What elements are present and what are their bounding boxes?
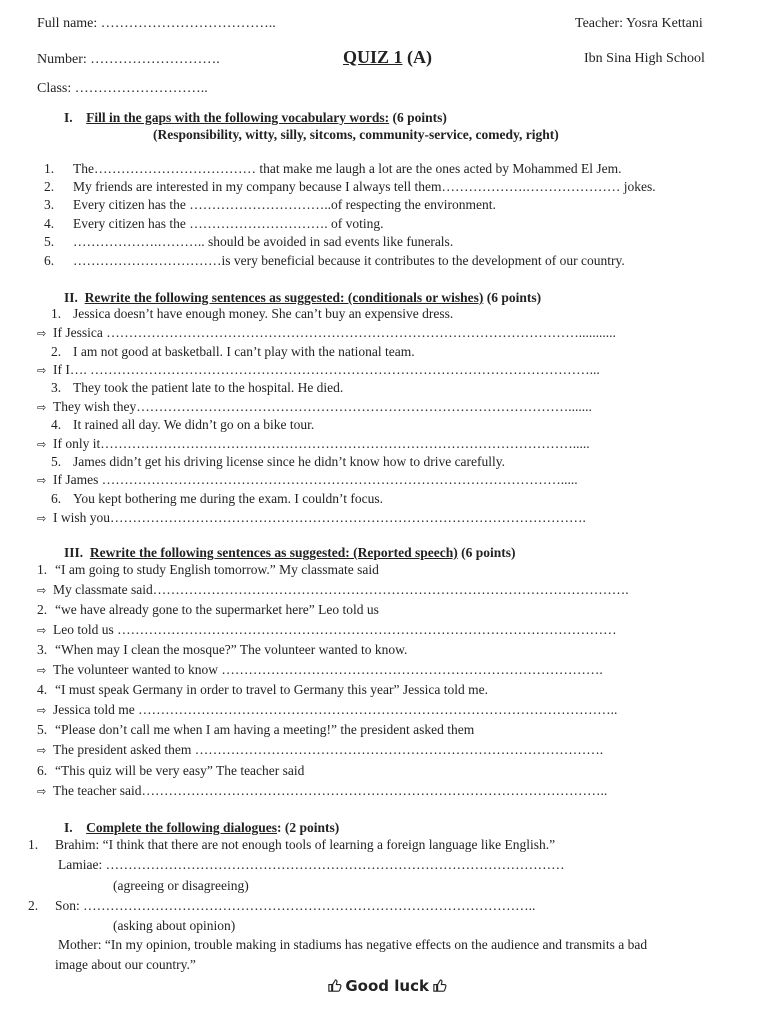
answer-line: ⇨ If James ………………………………………………………………………………………….....	[37, 472, 578, 487]
section-4-numeral: I.	[64, 820, 73, 835]
arrow-right-icon: ⇨	[37, 512, 47, 525]
arrow-right-icon: ⇨	[37, 584, 47, 597]
dialogue-2-hint: (asking about opinion)	[113, 918, 236, 933]
arrow-right-icon: ⇨	[37, 624, 47, 637]
list-item: 1. The……………………………… that make me laugh a lot are the ones acted by Mohammed El Jem.	[44, 161, 622, 176]
thumbs-up-icon	[432, 978, 447, 997]
list-item: 3. Every citizen has the …………………………..of respecting the environment.	[44, 197, 496, 212]
arrow-right-icon: ⇨	[37, 664, 47, 677]
list-item: 6. “This quiz will be very easy” The teacher said	[37, 763, 305, 778]
list-item: 2. My friends are interested in my company because I always tell them……………….………………… jokes.	[44, 179, 656, 194]
list-item: 5. “Please don’t call me when I am having a meeting!” the president asked them	[37, 722, 475, 737]
arrow-right-icon: ⇨	[37, 785, 47, 798]
quiz-variant: (A)	[407, 47, 433, 67]
good-luck-footer	[327, 977, 447, 997]
section-4-heading	[64, 820, 339, 836]
section-2-heading	[64, 290, 541, 306]
section-4-title: Complete the following dialogues	[86, 820, 278, 835]
answer-line: ⇨ The teacher said…………………………………………………………………………………………..	[37, 783, 608, 798]
school-name: Ibn Sina High School	[584, 51, 705, 66]
page-title	[343, 47, 432, 68]
answer-line: ⇨ Leo told us …………………………………………………………………………………………………	[37, 622, 617, 637]
dialogue-1-line: 1. Brahim: “I think that there are not enough tools of learning a foreign language like English.”	[28, 837, 556, 852]
arrow-right-icon: ⇨	[37, 744, 47, 757]
thumbs-up-icon	[327, 978, 342, 997]
answer-line: ⇨ The volunteer wanted to know ………………………………………………………………………….	[37, 662, 603, 677]
list-item: 2. I am not good at basketball. I can’t play with the national team.	[51, 344, 415, 359]
list-item: 6. ……………………………is very beneficial because it contributes to the development of our country.	[44, 253, 625, 268]
dialogue-2-mother-line-1: Mother: “In my opinion, trouble making in stadiums has negative effects on the audience and transmits a bad	[58, 937, 648, 952]
number-field: Number: ……………………….	[37, 52, 220, 67]
list-item: 3. They took the patient late to the hospital. He died.	[51, 380, 344, 395]
list-item: 4. Every citizen has the …………………………. of voting.	[44, 216, 384, 231]
section-3-title: Rewrite the following sentences as suggested: (Reported speech)	[89, 545, 458, 560]
quiz-title: QUIZ 1	[343, 47, 403, 67]
arrow-right-icon: ⇨	[37, 364, 47, 377]
section-1-heading	[64, 110, 447, 126]
section-1-title: Fill in the gaps with the following vocabulary words:	[86, 110, 390, 125]
dialogue-2-mother-line-2: image about our country.”	[55, 957, 196, 972]
dialogue-1-reply: Lamiae: …………………………………………………………………………………………	[58, 857, 565, 872]
section-3-numeral: III.	[64, 545, 84, 560]
arrow-right-icon: ⇨	[37, 474, 47, 487]
list-item: 5. James didn’t get his driving license since he didn’t know how to drive carefully.	[51, 454, 506, 469]
good-luck-text: Good luck	[345, 977, 429, 995]
dialogue-2-line: 2. Son: ………………………………………………………………………………………..	[28, 898, 536, 913]
list-item: 1. Jessica doesn’t have enough money. She can’t buy an expensive dress.	[51, 306, 454, 321]
answer-line: ⇨ Jessica told me ……………………………………………………………………………………………..	[37, 702, 618, 717]
section-1-points: (6 points)	[392, 110, 447, 125]
list-item: 1. “I am going to study English tomorrow.” My classmate said	[37, 562, 379, 577]
answer-line: ⇨ The president asked them ……………………………………………………………………………….	[37, 742, 604, 757]
answer-line: ⇨ They wish they…………………………………………………………………………………….......	[37, 399, 592, 414]
section-2-title: Rewrite the following sentences as suggested: (conditionals or wishes)	[84, 290, 484, 305]
list-item: 6. You kept bothering me during the exam. I couldn’t focus.	[51, 491, 383, 506]
arrow-right-icon: ⇨	[37, 438, 47, 451]
vocabulary-word-list: (Responsibility, witty, silly, sitcoms, community-service, comedy, right)	[153, 127, 559, 142]
answer-line: ⇨ If I…. …………………………………………………………………………………………………...	[37, 362, 600, 377]
answer-line: ⇨ My classmate said…………………………………………………………………………………………….	[37, 582, 629, 597]
full-name-field: Full name: ………………………………..	[37, 16, 276, 31]
section-2-points: (6 points)	[486, 290, 542, 305]
class-field: Class: ………………………..	[37, 81, 208, 96]
section-1-numeral: I.	[64, 110, 73, 125]
arrow-right-icon: ⇨	[37, 327, 47, 340]
dialogue-1-hint: (agreeing or disagreeing)	[113, 878, 249, 893]
section-3-points: (6 points)	[461, 545, 516, 560]
answer-line: ⇨ If only it…………………………………………………………………………………………….....	[37, 436, 590, 451]
teacher-name: Teacher: Yosra Kettani	[575, 16, 703, 31]
list-item: 3. “When may I clean the mosque?” The volunteer wanted to know.	[37, 642, 408, 657]
answer-line: ⇨ I wish you…………………………………………………………………………………………….	[37, 510, 586, 525]
section-3-heading	[64, 545, 515, 561]
arrow-right-icon: ⇨	[37, 704, 47, 717]
list-item: 4. “I must speak Germany in order to travel to Germany this year” Jessica told me.	[37, 682, 488, 697]
list-item: 4. It rained all day. We didn’t go on a bike tour.	[51, 417, 315, 432]
section-2-numeral: II.	[64, 290, 78, 305]
list-item: 5. ……………….……….. should be avoided in sad events like funerals.	[44, 234, 454, 249]
section-4-points: : (2 points)	[277, 820, 340, 835]
list-item: 2. “we have already gone to the supermarket here” Leo told us	[37, 602, 379, 617]
arrow-right-icon: ⇨	[37, 401, 47, 414]
answer-line: ⇨ If Jessica ……………………………………………………………………………………………...........	[37, 325, 616, 340]
